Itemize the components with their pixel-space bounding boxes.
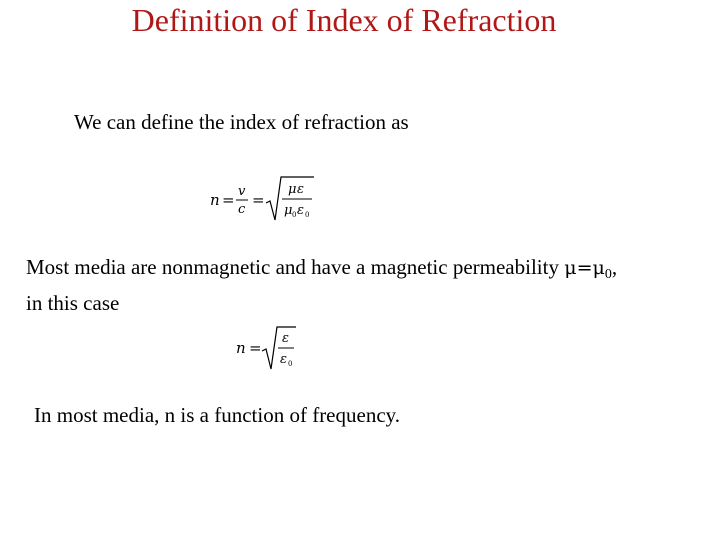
- eq2-den-eps-sub: 0: [288, 360, 293, 368]
- slide-title: Definition of Index of Refraction: [131, 2, 557, 38]
- eq2-n: n: [236, 339, 246, 357]
- eq1-den-mu-sub: 0: [292, 211, 297, 219]
- eq1-den-eps-sub: 0: [305, 211, 310, 219]
- eq1-num-eps: ε: [297, 182, 304, 197]
- eq1-v: v: [238, 184, 246, 199]
- eq1-den-mu: μ: [284, 203, 293, 218]
- equals-symbol: =: [576, 257, 593, 279]
- eq2-num-eps: ε: [282, 331, 289, 346]
- eq1-n: n: [210, 191, 220, 209]
- nonmagnetic-text: [26, 253, 617, 317]
- mu-symbol: μ: [564, 257, 577, 279]
- intro-text: We can define the index of refraction as: [74, 110, 409, 134]
- frequency-text: In most media, n is a function of frequency.: [34, 403, 401, 427]
- eq2-equals: =: [249, 339, 262, 357]
- nonmagnetic-line2: in this case: [26, 291, 120, 315]
- eq1-equals-2: =: [252, 191, 265, 209]
- eq1-equals-1: =: [222, 191, 235, 209]
- eq1-num-mu: μ: [288, 182, 297, 197]
- eq1-den-eps: ε: [297, 203, 304, 218]
- equation-nonmagnetic: [234, 323, 300, 373]
- equation-index-of-refraction: [208, 172, 320, 224]
- nonmagnetic-line1: Most media are nonmagnetic and have a magnetic permeability $\mu=\mu_0$,: [26, 255, 618, 282]
- eq2-den-eps: ε: [280, 352, 287, 367]
- mu0-subscript: 0: [604, 267, 612, 282]
- mu0-symbol: μ: [592, 257, 605, 279]
- eq1-c: c: [238, 202, 246, 217]
